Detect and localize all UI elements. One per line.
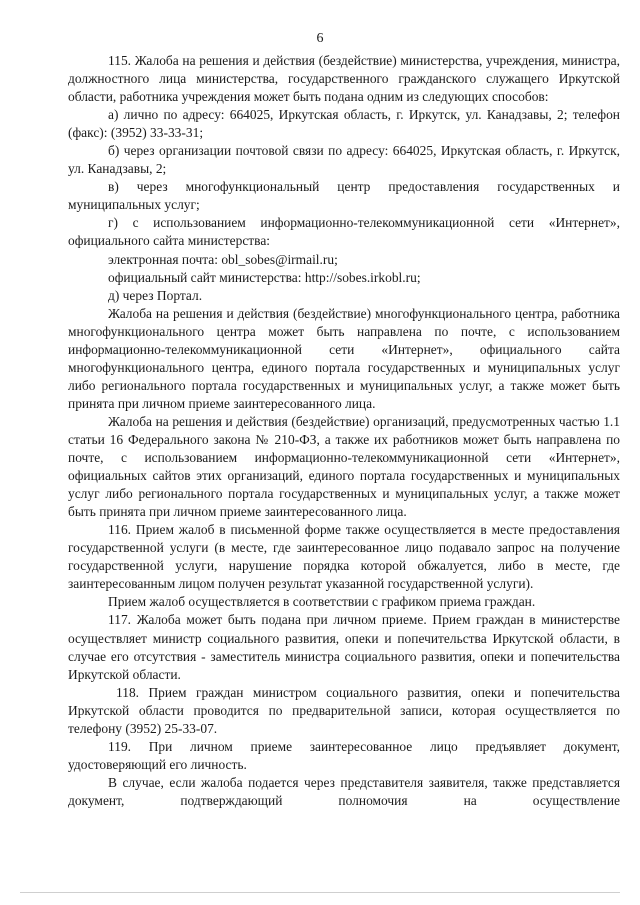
paragraph-method-v: в) через многофункциональный центр предоставления государственных и муниципальных услуг;	[68, 179, 620, 213]
paragraph-schedule: Прием жалоб осуществляется в соответствии с графиком приема граждан.	[108, 594, 536, 610]
paragraph-117: 117. Жалоба может быть подана при личном приеме. Прием граждан в министерстве осуществляет министр социального развития, опеки и попечительства Иркутской области, в случае его отсутствия - заместитель министра социального развития, опеки и попечительства Иркутской области.	[68, 612, 620, 682]
paragraph-method-b: б) через организации почтовой связи по адресу: 664025, Иркутская область, г. Иркутск, ул. Канадзавы, 2;	[68, 143, 620, 177]
bottom-divider	[20, 892, 620, 893]
paragraph-mfc-complaint: Жалоба на решения и действия (бездействие) многофункционального центра, работника многофункционального центра может быть направлена по почте, с использованием информационно-телекоммуникационной сети «Интернет», официального сайта многофункционального центра, единого портала государственных и муниципальных услуг либо регионального портала государственных и муниципальных услуг, а также может быть принята при личном приеме заинтересованного лица.	[68, 305, 620, 411]
paragraph-115: 115. Жалоба на решения и действия (бездействие) министерства, учреждения, министра, должностного лица министерства, государственного гражданского служащего Иркутской области, работника учреждения может быть подана одним из следующих способов:	[68, 53, 620, 105]
document-body	[68, 52, 620, 810]
paragraph-119: 119. При личном приеме заинтересованное лицо предъявляет документ, удостоверяющий его личность.	[68, 738, 620, 772]
paragraph-118: 118. Прием граждан министром социального развития, опеки и попечительства Иркутской области проводится по предварительной записи, которая осуществляется по телефону (3952) 25-33-07.	[68, 684, 620, 736]
paragraph-representative: В случае, если жалоба подается через представителя заявителя, также представляется документ, подтверждающий полномочия на осуществление	[68, 774, 620, 808]
page-number: 6	[316, 31, 324, 46]
paragraph-116: 116. Прием жалоб в письменной форме также осуществляется в месте предоставления государственной услуги (в месте, где заинтересованное лицо подавало запрос на получение государственной услуги, нарушение порядка которой обжалуется, либо в месте, где заинтересованным лицом получен результат указанной государственной услуги).	[68, 522, 620, 592]
paragraph-method-d: д) через Портал.	[108, 287, 203, 303]
paragraph-website: официальный сайт министерства: http://sobes.irkobl.ru;	[108, 269, 421, 285]
paragraph-email: электронная почта: obl_sobes@irmail.ru;	[108, 251, 338, 267]
paragraph-organizations-complaint: Жалоба на решения и действия (бездействие) организаций, предусмотренных частью 1.1 статьи 16 Федерального закона № 210-ФЗ, а также их работников может быть направлена по почте, с использованием информационно-телекоммуникационной сети «Интернет», официальных сайтов этих организаций, единого портала государственных и муниципальных услуг либо регионального портала государственных и муниципальных услуг, а также может быть принята при личном приеме заинтересованного лица.	[68, 413, 620, 520]
paragraph-method-a: а) лично по адресу: 664025, Иркутская область, г. Иркутск, ул. Канадзавы, 2; телефон (факс): (3952) 33-33-31;	[68, 107, 620, 141]
paragraph-method-g: г) с использованием информационно-телекоммуникационной сети «Интернет», официального сайта министерства:	[68, 215, 620, 249]
